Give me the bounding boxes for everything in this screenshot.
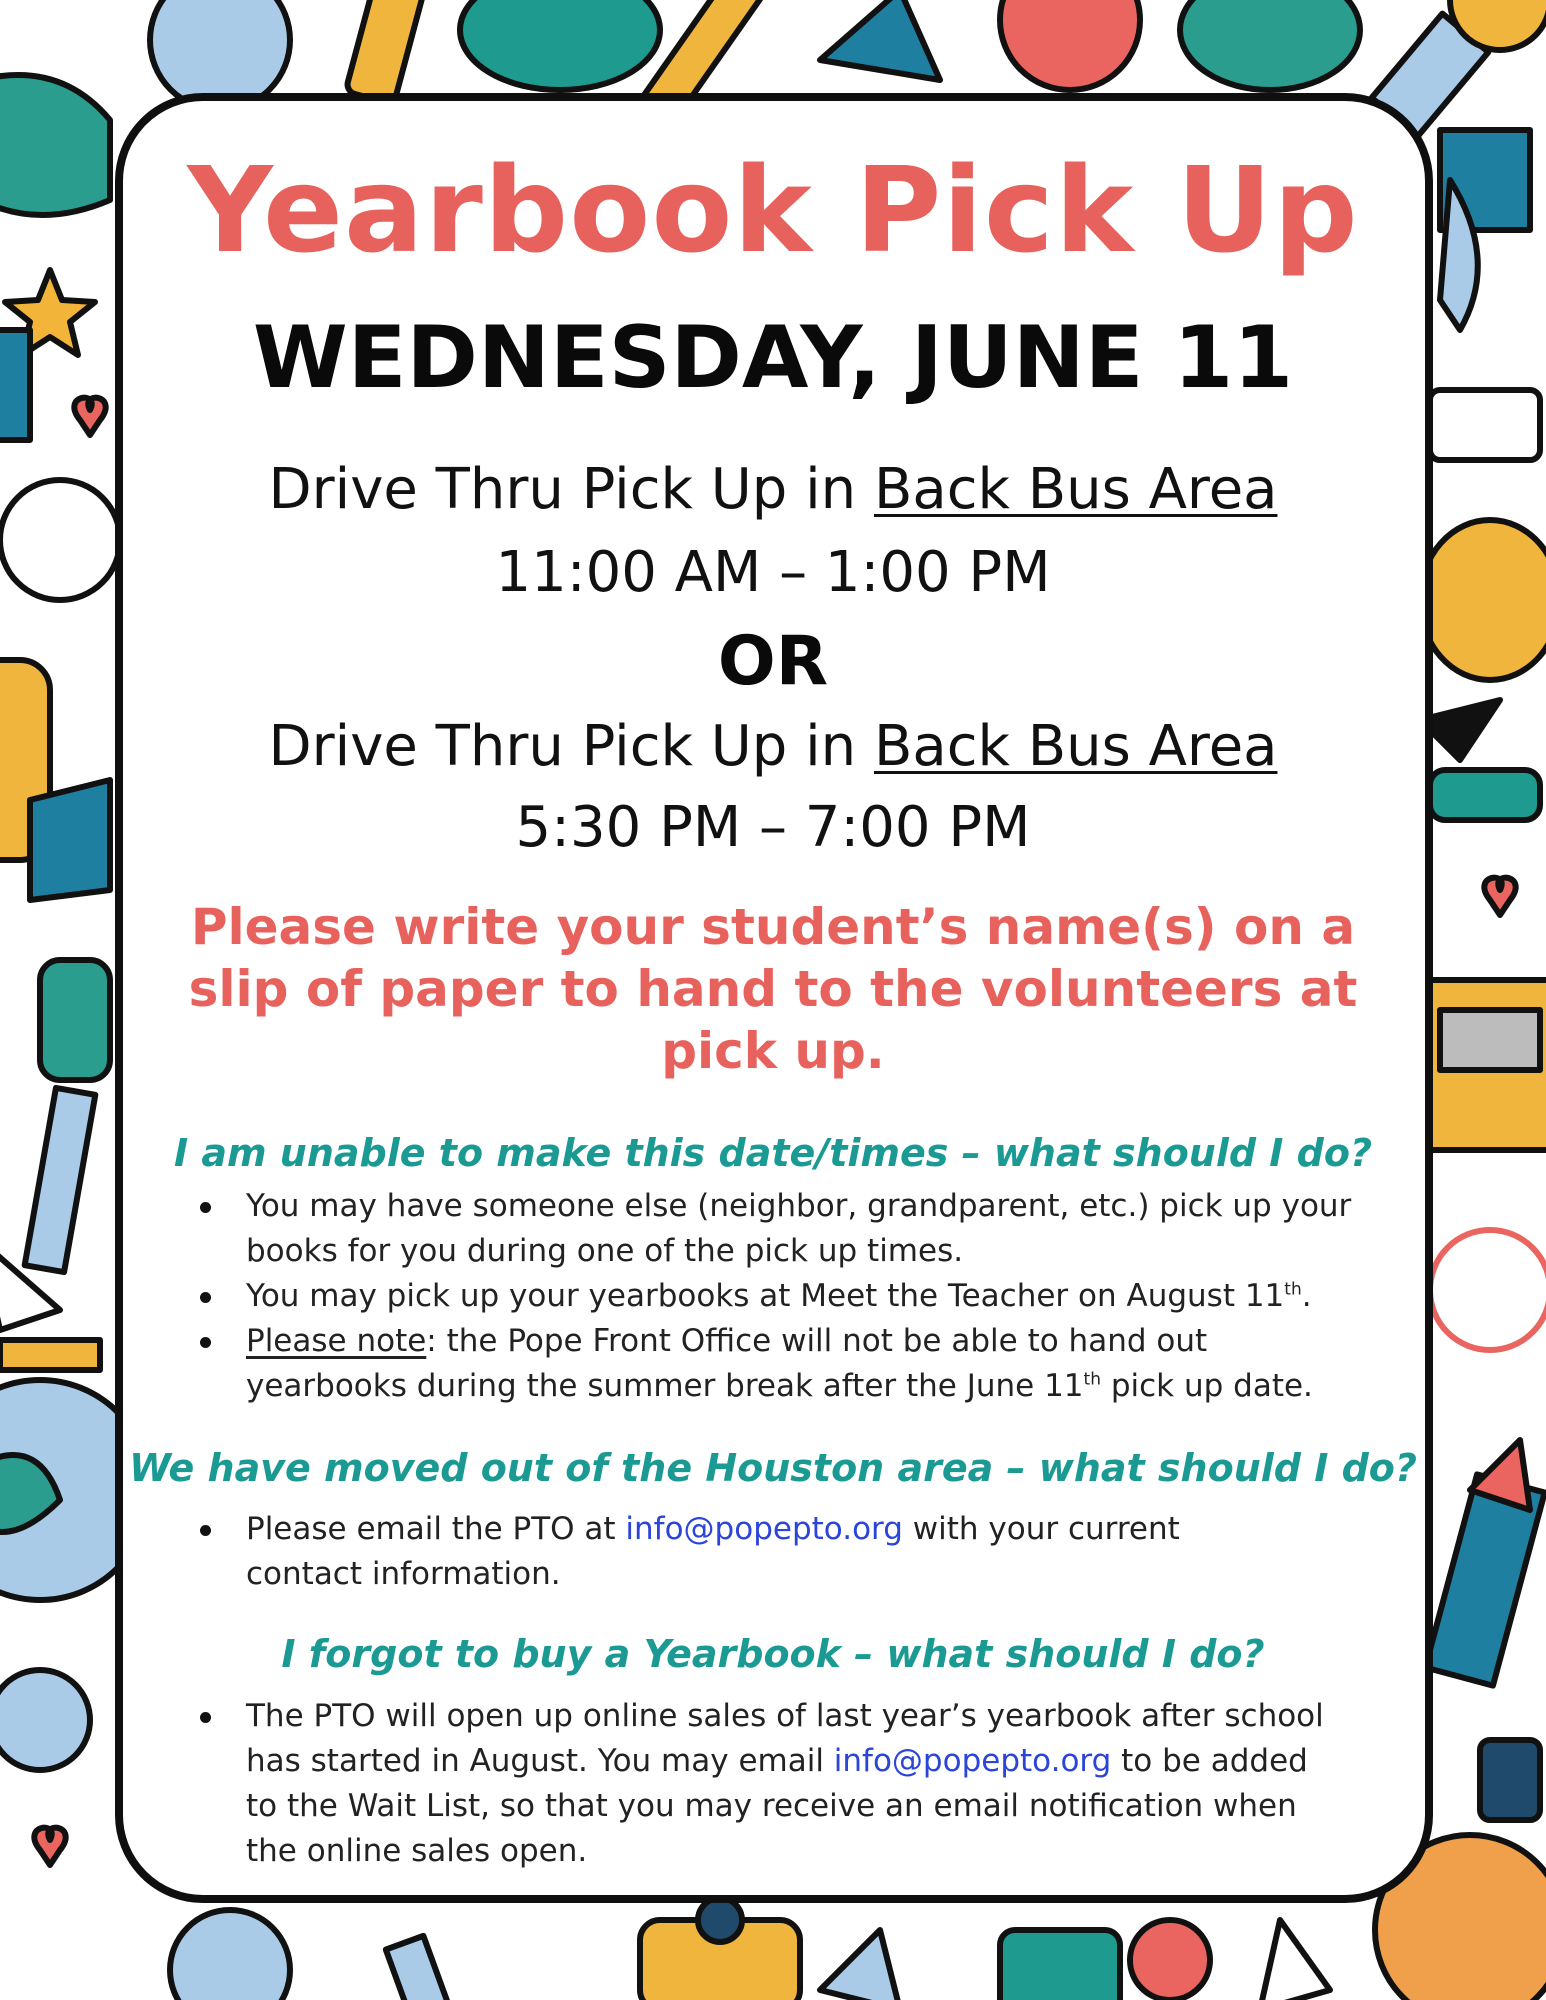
section1-b1-text: You may have someone else (neighbor, grandparent, etc.) pick up your books for you during one of the pick up times.: [246, 1188, 1352, 1269]
email-link[interactable]: info@popepto.org: [625, 1511, 903, 1547]
option2-place: Back Bus Area: [873, 714, 1278, 779]
option1-time: 11:00 AM – 1:00 PM: [495, 540, 1051, 605]
section2-heading: We have moved out of the Houston area – what should I do?: [129, 1446, 1417, 1490]
section2-b1-pre: Please email the PTO at: [246, 1511, 626, 1547]
or-divider: OR: [717, 622, 829, 701]
section2-list: [200, 1507, 1220, 1597]
section3-list: [200, 1694, 1330, 1874]
email-link[interactable]: info@popepto.org: [833, 1743, 1112, 1779]
section1-b2-end: .: [1301, 1278, 1312, 1314]
option2-location: [0, 712, 1546, 782]
section3-b1-pre: The PTO will open up online sales of last year’s yearbook after school has started in August. You may email: [246, 1698, 1324, 1779]
section1-b3-end: pick up date.: [1100, 1368, 1313, 1404]
option2-prefix: Drive Thru Pick Up in: [268, 714, 874, 779]
option2-time: 5:30 PM – 7:00 PM: [515, 795, 1031, 860]
section2-b1-post: with your current contact information.: [246, 1511, 1180, 1592]
section1-heading: I am unable to make this date/times – what should I do?: [173, 1131, 1373, 1175]
page-title: Yearbook Pick Up: [187, 141, 1359, 279]
option1-location: [0, 455, 1546, 525]
list-item: [200, 1319, 1360, 1409]
section1-b3-text: : the Pope Front Office will not be able to hand out yearbooks during the summer break after the June 11: [246, 1323, 1208, 1404]
option1-prefix: Drive Thru Pick Up in: [268, 457, 874, 522]
instruction-text: Please write your student’s name(s) on a slip of paper to hand to the volunteers at pick up.: [188, 898, 1358, 1080]
please-note-label: Please note: [246, 1323, 427, 1359]
section1-b2-text: You may pick up your yearbooks at Meet the Teacher on August 11: [246, 1278, 1285, 1314]
section1-b2-sup: th: [1284, 1279, 1302, 1300]
section1-list: [200, 1184, 1360, 1409]
list-item: [200, 1507, 1220, 1597]
list-item: [200, 1694, 1330, 1874]
section1-b3-sup: th: [1083, 1369, 1101, 1390]
list-item: [200, 1274, 1360, 1319]
section3-heading: I forgot to buy a Yearbook – what should I do?: [281, 1632, 1265, 1676]
list-item: [200, 1184, 1360, 1274]
option1-place: Back Bus Area: [873, 457, 1278, 522]
event-date: WEDNESDAY, JUNE 11: [252, 308, 1294, 408]
section3-b1-post: to be added to the Wait List, so that you may receive an email notification when the online sales open.: [246, 1743, 1308, 1869]
